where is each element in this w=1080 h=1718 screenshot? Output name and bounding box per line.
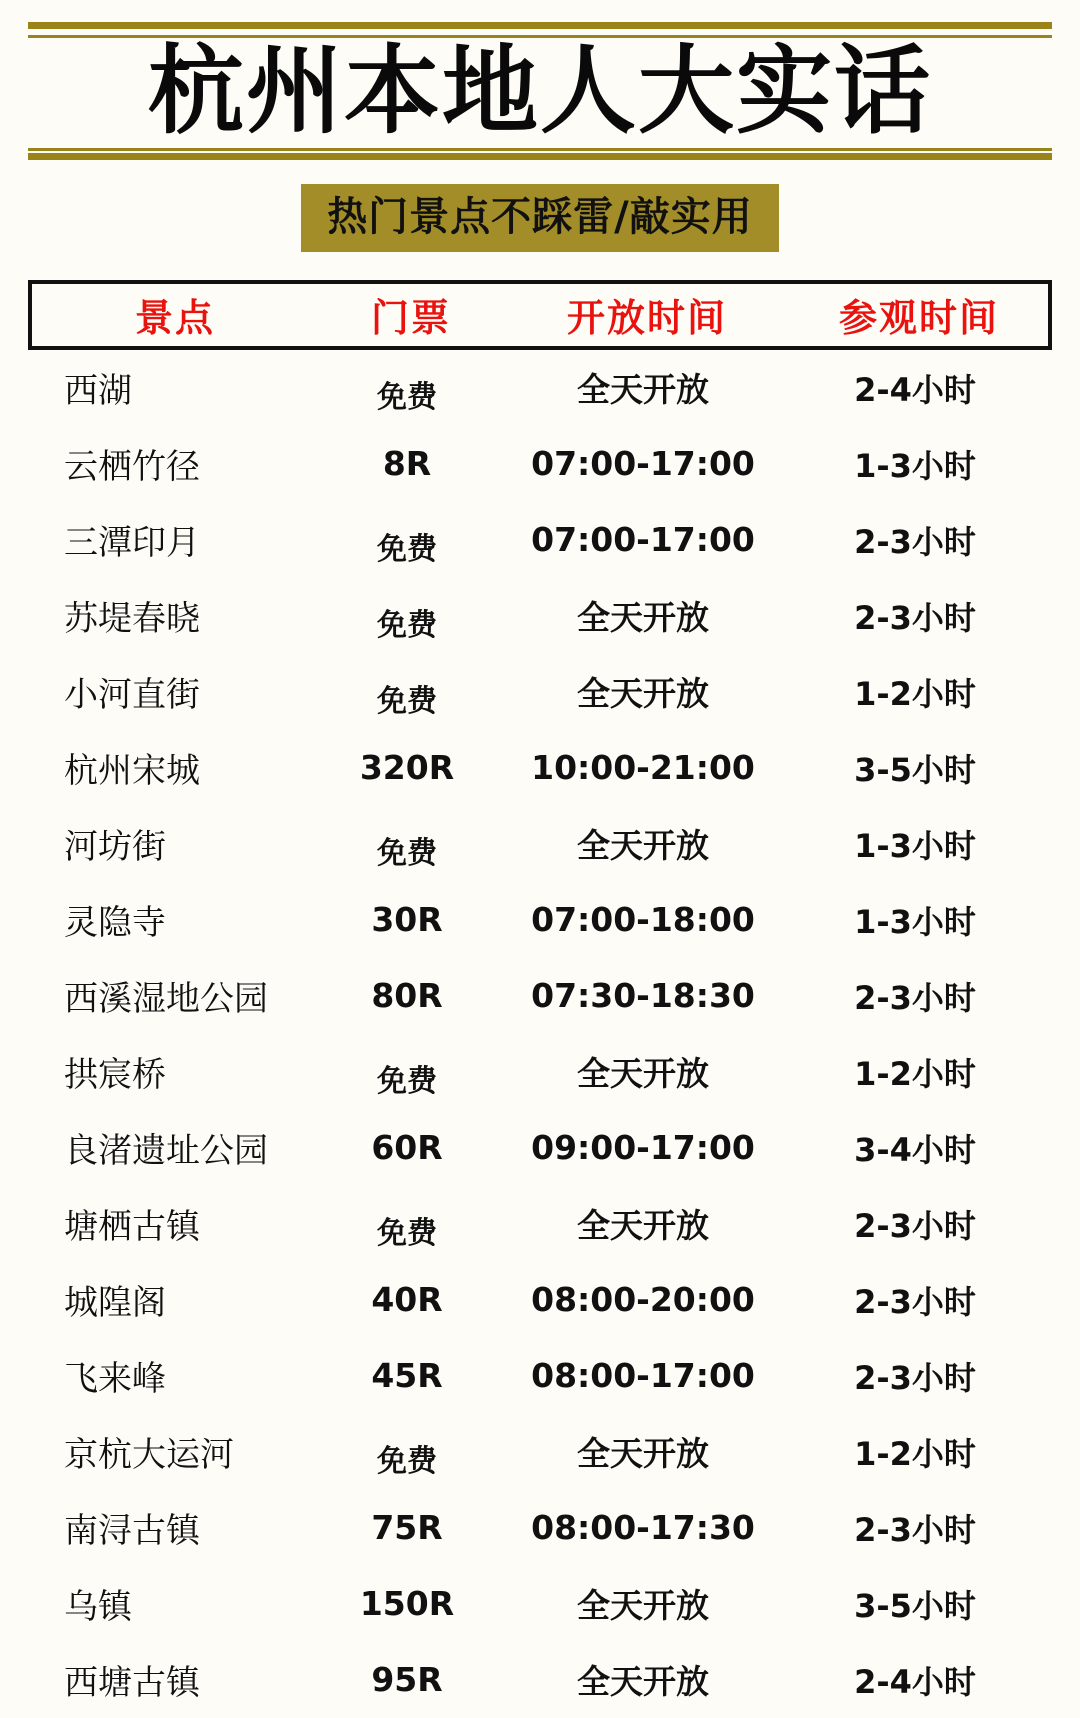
cell-ticket-price: 免费: [377, 607, 437, 643]
column-header-duration: 参观时间: [838, 295, 999, 341]
cell-visit-duration: 1-2小时: [854, 1054, 976, 1093]
cell-ticket-price: 80R: [371, 976, 443, 1016]
cell-visit-duration: 2-3小时: [854, 598, 976, 637]
cell-attraction-name: 西溪湿地公园: [64, 979, 268, 1020]
cell-ticket-price: 45R: [371, 1356, 443, 1396]
cell-ticket-price: 95R: [371, 1660, 443, 1700]
table-body: [28, 350, 1052, 1718]
cell-ticket-price: 60R: [371, 1128, 443, 1168]
cell-attraction-name: 城隍阁: [64, 1283, 166, 1324]
subtitle-container: [28, 184, 1052, 252]
cell-visit-duration: 1-2小时: [854, 674, 976, 713]
poster-page: [0, 22, 1080, 1704]
table-row: [28, 958, 1052, 1034]
cell-opening-hours: 10:00-21:00: [531, 748, 755, 788]
cell-attraction-name: 南浔古镇: [64, 1511, 200, 1552]
cell-attraction-name: 小河直街: [64, 675, 200, 716]
cell-attraction-name: 灵隐寺: [64, 903, 166, 944]
cell-attraction-name: 西湖: [64, 371, 132, 412]
cell-visit-duration: 2-3小时: [854, 1510, 976, 1549]
table-row: [28, 578, 1052, 654]
table-row: [28, 1186, 1052, 1262]
cell-ticket-price: 免费: [377, 683, 437, 719]
cell-visit-duration: 1-3小时: [854, 826, 976, 865]
table-row: [28, 1490, 1052, 1566]
title-banner: [28, 22, 1052, 160]
table-row: [28, 1414, 1052, 1490]
cell-opening-hours: 全天开放: [577, 674, 709, 714]
cell-opening-hours: 07:30-18:30: [531, 976, 755, 1016]
cell-visit-duration: 1-3小时: [854, 902, 976, 941]
cell-ticket-price: 免费: [377, 835, 437, 871]
table-row: [28, 882, 1052, 958]
cell-opening-hours: 08:00-17:00: [531, 1356, 755, 1396]
cell-visit-duration: 1-3小时: [854, 446, 976, 485]
table-row: [28, 350, 1052, 426]
cell-visit-duration: 3-5小时: [854, 750, 976, 789]
cell-visit-duration: 3-5小时: [854, 1586, 976, 1625]
cell-visit-duration: 2-3小时: [854, 522, 976, 561]
cell-opening-hours: 07:00-17:00: [531, 520, 755, 560]
cell-attraction-name: 拱宸桥: [64, 1055, 166, 1096]
table-header-row: [28, 280, 1052, 350]
table-row: [28, 1034, 1052, 1110]
cell-ticket-price: 75R: [371, 1508, 443, 1548]
cell-ticket-price: 免费: [377, 531, 437, 567]
cell-attraction-name: 苏堤春晓: [64, 599, 200, 640]
table-row: [28, 1110, 1052, 1186]
table-row: [28, 1338, 1052, 1414]
cell-visit-duration: 2-3小时: [854, 1358, 976, 1397]
cell-attraction-name: 良渚遗址公园: [64, 1131, 268, 1172]
table-row: [28, 806, 1052, 882]
cell-visit-duration: 2-4小时: [854, 370, 976, 409]
cell-opening-hours: 全天开放: [577, 370, 709, 410]
cell-attraction-name: 杭州宋城: [64, 751, 200, 792]
page-title: 杭州本地人大实话: [148, 35, 932, 147]
cell-ticket-price: 免费: [377, 379, 437, 415]
cell-attraction-name: 西塘古镇: [64, 1663, 200, 1704]
table-row: [28, 730, 1052, 806]
column-header-ticket: 门票: [370, 295, 451, 341]
cell-opening-hours: 全天开放: [577, 1662, 709, 1702]
cell-ticket-price: 30R: [371, 900, 443, 940]
cell-visit-duration: 2-3小时: [854, 978, 976, 1017]
cell-visit-duration: 2-3小时: [854, 1206, 976, 1245]
cell-ticket-price: 免费: [377, 1215, 437, 1251]
cell-attraction-name: 河坊街: [64, 827, 166, 868]
cell-attraction-name: 塘栖古镇: [64, 1207, 200, 1248]
table-row: [28, 654, 1052, 730]
cell-attraction-name: 乌镇: [64, 1587, 132, 1628]
cell-visit-duration: 2-3小时: [854, 1282, 976, 1321]
column-header-attraction: 景点: [134, 295, 215, 341]
cell-opening-hours: 全天开放: [577, 826, 709, 866]
cell-visit-duration: 3-4小时: [854, 1130, 976, 1169]
table-row: [28, 502, 1052, 578]
cell-opening-hours: 07:00-17:00: [531, 444, 755, 484]
cell-opening-hours: 全天开放: [577, 1586, 709, 1626]
column-header-hours: 开放时间: [566, 295, 727, 341]
cell-attraction-name: 京杭大运河: [64, 1435, 234, 1476]
cell-opening-hours: 08:00-20:00: [531, 1280, 755, 1320]
table-row: [28, 1262, 1052, 1338]
cell-visit-duration: 1-2小时: [854, 1434, 976, 1473]
cell-opening-hours: 08:00-17:30: [531, 1508, 755, 1548]
cell-attraction-name: 三潭印月: [64, 523, 200, 564]
cell-attraction-name: 云栖竹径: [64, 447, 200, 488]
cell-opening-hours: 全天开放: [577, 1206, 709, 1246]
cell-ticket-price: 320R: [359, 748, 455, 788]
cell-ticket-price: 150R: [359, 1584, 455, 1624]
title-banner-inner: [28, 35, 1052, 151]
cell-ticket-price: 40R: [371, 1280, 443, 1320]
cell-opening-hours: 全天开放: [577, 1054, 709, 1094]
cell-opening-hours: 全天开放: [577, 1434, 709, 1474]
cell-attraction-name: 飞来峰: [64, 1359, 166, 1400]
cell-opening-hours: 09:00-17:00: [531, 1128, 755, 1168]
cell-ticket-price: 免费: [377, 1443, 437, 1479]
cell-visit-duration: 2-4小时: [854, 1662, 976, 1701]
subtitle-badge: 热门景点不踩雷/敲实用: [301, 184, 779, 252]
table-row: [28, 1566, 1052, 1642]
table-row: [28, 1642, 1052, 1718]
cell-opening-hours: 07:00-18:00: [531, 900, 755, 940]
cell-ticket-price: 8R: [382, 444, 432, 484]
cell-opening-hours: 全天开放: [577, 598, 709, 638]
attractions-table: [28, 280, 1052, 1718]
cell-ticket-price: 免费: [377, 1063, 437, 1099]
table-row: [28, 426, 1052, 502]
